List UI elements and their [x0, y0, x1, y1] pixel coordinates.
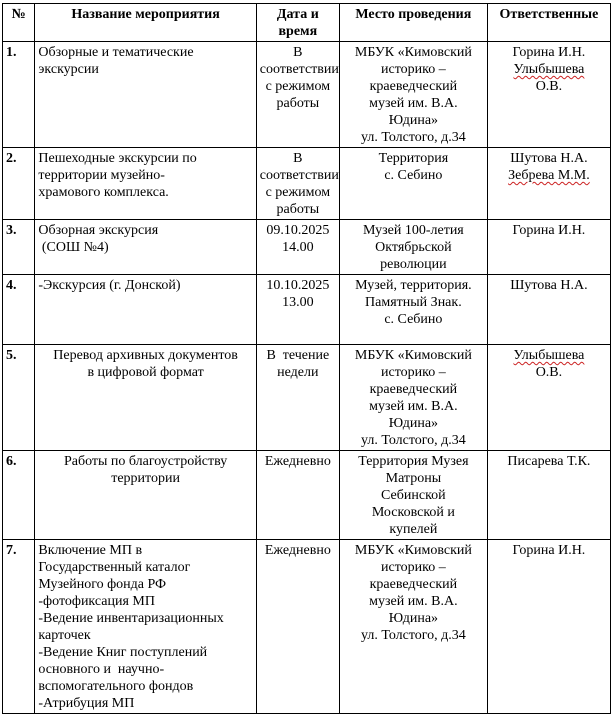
event-place-line: Юдина» — [388, 611, 439, 626]
event-name-line: территории музейно- — [38, 168, 165, 183]
row-number: 7. — [3, 540, 35, 714]
table-row — [3, 345, 611, 451]
event-date-line: Ежедневно — [264, 543, 331, 558]
event-date-line: работы — [276, 96, 320, 111]
event-place-line: Памятный Знак. — [365, 295, 462, 310]
event-place — [339, 345, 487, 451]
event-place-line: МБУК «Кимовский — [354, 543, 472, 558]
event-name-line: -Атрибуция МП — [38, 696, 135, 711]
header-num: № — [3, 4, 35, 42]
event-place-line: ул. Толстого, д.34 — [360, 130, 466, 145]
event-place-line: музей им. В.А. — [369, 96, 458, 111]
responsible-line: Писарева Т.К. — [507, 454, 591, 469]
event-date-line: соответствии — [259, 62, 339, 77]
event-place-line: Московской и — [371, 505, 455, 520]
event-place-line: краеведческий — [369, 382, 458, 397]
event-name-line: вспомогательного фондов — [38, 679, 194, 694]
responsible-line: Шутова Н.А. — [510, 278, 588, 293]
event-name-line: -Ведение инвентаризационных — [38, 611, 224, 626]
events-table — [2, 3, 611, 714]
event-date — [256, 42, 339, 148]
event-responsible — [487, 148, 610, 220]
event-date-line: 14.00 — [282, 240, 314, 255]
event-date-line: работы — [276, 202, 320, 217]
event-place-line: Юдина» — [388, 113, 439, 128]
event-place-line: МБУК «Кимовский — [354, 45, 472, 60]
event-name — [35, 148, 256, 220]
responsible-line — [491, 61, 607, 78]
event-date-line: с режимом — [265, 79, 331, 94]
event-place-line: купелей — [389, 522, 438, 537]
event-place-line: Юдина» — [388, 416, 439, 431]
event-place — [339, 148, 487, 220]
event-responsible — [487, 220, 610, 275]
table-row — [3, 220, 611, 275]
event-name-line: Перевод архивных документов — [53, 348, 238, 363]
responsible-line: Шутова Н.А. — [510, 151, 588, 166]
event-name-line: карточек — [38, 628, 91, 643]
event-date-line: 09.10.2025 — [266, 223, 330, 238]
event-responsible — [487, 275, 610, 345]
event-place — [339, 451, 487, 540]
event-place — [339, 275, 487, 345]
event-date — [256, 345, 339, 451]
spellcheck-word: Улыбышева — [513, 62, 585, 77]
responsible-line: Горина И.Н. — [512, 543, 586, 558]
event-place — [339, 540, 487, 714]
event-name-line: экскурсии — [38, 62, 99, 77]
event-name — [35, 345, 256, 451]
event-date-line: Ежедневно — [264, 454, 331, 469]
event-name-line: -Ведение Книг поступлений — [38, 645, 208, 660]
row-number: 5. — [3, 345, 35, 451]
event-place-line: с. Себино — [384, 312, 443, 327]
responsible-line: О.В. — [535, 79, 563, 94]
event-date-line: 13.00 — [282, 295, 314, 310]
responsible-line — [491, 347, 607, 364]
event-place-line: музей им. В.А. — [369, 399, 458, 414]
table-row — [3, 540, 611, 714]
event-name-line: территории — [111, 471, 180, 486]
event-responsible — [487, 540, 610, 714]
event-name-line: -Экскурсия (г. Донской) — [38, 278, 181, 293]
event-date — [256, 220, 339, 275]
event-date-line: В течение — [266, 348, 330, 363]
event-place-line: Музей 100-летия — [363, 223, 464, 238]
event-date-line: соответствии — [259, 168, 339, 183]
row-number: 1. — [3, 42, 35, 148]
event-name-line: храмового комплекса. — [38, 185, 169, 200]
header-place: Место проведения — [339, 4, 487, 42]
event-name — [35, 220, 256, 275]
table-row — [3, 42, 611, 148]
event-responsible — [487, 345, 610, 451]
event-name-line: основного и научно- — [38, 662, 165, 677]
responsible-line: О.В. — [535, 365, 563, 380]
event-name — [35, 451, 256, 540]
event-place-line: с. Себино — [384, 168, 443, 183]
table-row — [3, 148, 611, 220]
event-responsible — [487, 451, 610, 540]
event-name-line: Обзорные и тематические — [38, 45, 194, 60]
event-name — [35, 42, 256, 148]
event-name — [35, 540, 256, 714]
event-name-line: в цифровой формат — [87, 365, 204, 380]
event-name-line: -фотофиксация МП — [38, 594, 155, 609]
event-date-line: с режимом — [265, 185, 331, 200]
table-row — [3, 451, 611, 540]
event-responsible — [487, 42, 610, 148]
event-place-line: Музей, территория. — [355, 278, 472, 293]
event-place-line: Матроны — [385, 471, 442, 486]
event-name-line: (СОШ №4) — [38, 240, 109, 255]
event-name-line: Государственный каталог — [38, 560, 191, 575]
spellcheck-word: Улыбышева — [513, 348, 585, 363]
header-name: Название мероприятия — [35, 4, 256, 42]
event-place-line: революции — [380, 257, 447, 272]
event-name-line: Музейного фонда РФ — [38, 577, 167, 592]
spellcheck-word: Зебрева М.М. — [508, 168, 590, 183]
event-date-line: В — [293, 151, 303, 166]
table-row — [3, 275, 611, 345]
event-place-line: ул. Толстого, д.34 — [360, 433, 466, 448]
responsible-line: Горина И.Н. — [512, 45, 586, 60]
row-number: 6. — [3, 451, 35, 540]
event-place — [339, 220, 487, 275]
event-place-line: Октябрьской — [375, 240, 452, 255]
event-date — [256, 451, 339, 540]
responsible-line — [491, 167, 607, 184]
event-place-line: Себинской — [381, 488, 446, 503]
row-number: 3. — [3, 220, 35, 275]
event-date — [256, 148, 339, 220]
event-place-line: Территория — [378, 151, 449, 166]
event-name-line: Включение МП в — [38, 543, 143, 558]
event-date-line: 10.10.2025 — [266, 278, 330, 293]
event-name-line: Обзорная экскурсия — [38, 223, 159, 238]
responsible-line: Горина И.Н. — [512, 223, 586, 238]
event-date — [256, 275, 339, 345]
event-place-line: краеведческий — [369, 577, 458, 592]
event-place-line: краеведческий — [369, 79, 458, 94]
event-place-line: Территория Музея — [358, 454, 469, 469]
event-name-line: Работы по благоустройству — [63, 454, 228, 469]
header-resp: Ответственные — [487, 4, 610, 42]
event-place-line: историко – — [381, 62, 446, 77]
event-name-line: Пешеходные экскурсии по — [38, 151, 197, 166]
event-name — [35, 275, 256, 345]
header-date: Дата и время — [256, 4, 339, 42]
event-place-line: ул. Толстого, д.34 — [360, 628, 466, 643]
event-date — [256, 540, 339, 714]
row-number: 2. — [3, 148, 35, 220]
table-header-row — [3, 4, 611, 42]
event-place-line: музей им. В.А. — [369, 594, 458, 609]
event-date-line: недели — [277, 365, 319, 380]
event-place-line: историко – — [381, 560, 446, 575]
event-place-line: МБУК «Кимовский — [354, 348, 472, 363]
event-date-line: В — [293, 45, 303, 60]
event-place — [339, 42, 487, 148]
event-place-line: историко – — [381, 365, 446, 380]
row-number: 4. — [3, 275, 35, 345]
